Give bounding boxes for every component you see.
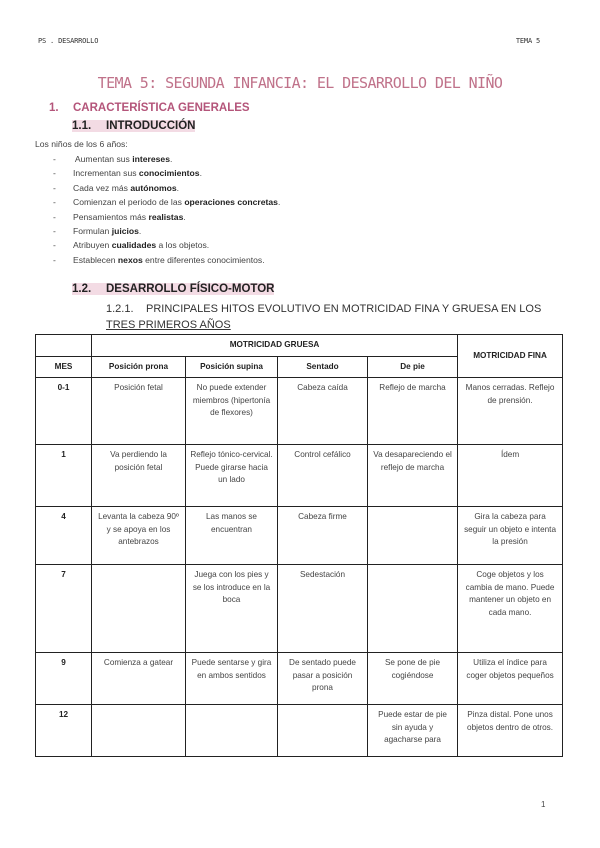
motor-milestones-table	[35, 334, 563, 757]
list-item: - Establecen nexos entre diferentes conocimientos.	[53, 254, 265, 265]
table-cell: Cabeza firme	[278, 507, 368, 565]
list-item: - Incrementan sus conocimientos.	[53, 168, 202, 179]
table-row	[36, 705, 563, 757]
table-cell: Cabeza caída	[278, 378, 368, 445]
table-cell	[278, 705, 368, 757]
table-row	[36, 653, 563, 705]
table-cell: Manos cerradas. Reflejo de prensión.	[458, 378, 563, 445]
table-cell: Va desapareciendo el reflejo de marcha	[368, 445, 458, 507]
table-cell: 7	[36, 565, 92, 653]
subsection-number: 1.2.	[72, 283, 92, 295]
column-header: De pie	[368, 356, 458, 378]
table-cell: Las manos se encuentran	[186, 507, 278, 565]
page-number: 1	[541, 800, 546, 809]
subsection-number: 1.1.	[72, 120, 92, 132]
table-cell: Comienza a gatear	[92, 653, 186, 705]
subsubsection-heading-1-2-1	[106, 301, 566, 333]
table-cell: Juega con los pies y se los introduce en la boca	[186, 565, 278, 653]
column-header: Posición supina	[186, 356, 278, 378]
table-cell: Se pone de pie cogiéndose	[368, 653, 458, 705]
section-label: CARACTERÍSTICA GENERALES	[73, 102, 250, 114]
subsection-label: DESARROLLO FÍSICO-MOTOR	[106, 283, 275, 295]
section-number: 1.	[49, 102, 59, 114]
table-cell: Control cefálico	[278, 445, 368, 507]
table-cell: Pinza distal. Pone unos objetos dentro de otros.	[458, 705, 563, 757]
table-cell: No puede extender miembros (hipertonía de flexores)	[186, 378, 278, 445]
column-header: Posición prona	[92, 356, 186, 378]
subsection-heading-1-1	[72, 120, 195, 132]
header-left: PS . DESARROLLO	[38, 37, 99, 45]
table-row	[36, 565, 563, 653]
table-row	[36, 378, 563, 445]
table-cell: Reflejo de marcha	[368, 378, 458, 445]
page-title: TEMA 5: SEGUNDA INFANCIA: EL DESARROLLO DEL NIÑO	[97, 74, 503, 92]
table-row	[36, 507, 563, 565]
subsubsection-number: 1.2.1.	[106, 303, 134, 315]
characteristics-list	[53, 152, 280, 267]
table-cell: Coge objetos y los cambia de mano. Puede mantener un objeto en cada mano.	[458, 565, 563, 653]
table-row	[36, 445, 563, 507]
table-cell: 0-1	[36, 378, 92, 445]
column-header: Sentado	[278, 356, 368, 378]
table-corner-cell	[36, 335, 92, 357]
table-cell: De sentado puede pasar a posición prona	[278, 653, 368, 705]
table-cell: Va perdiendo la posición fetal	[92, 445, 186, 507]
subsection-label: INTRODUCCIÓN	[106, 120, 196, 132]
table-cell: 9	[36, 653, 92, 705]
table-cell	[368, 507, 458, 565]
table-cell: Gira la cabeza para seguir un objeto e intenta la presión	[458, 507, 563, 565]
section-heading-1	[49, 102, 250, 114]
table-cell: 4	[36, 507, 92, 565]
table-cell: Puede sentarse y gira en ambos sentidos	[186, 653, 278, 705]
list-item: - Formulan juicios.	[53, 225, 142, 236]
group-header-gruesa: MOTRICIDAD GRUESA	[92, 335, 458, 357]
table-cell: 1	[36, 445, 92, 507]
table-group-header-row	[36, 335, 563, 357]
table-cell: Ídem	[458, 445, 563, 507]
table-cell: Reflejo tónico-cervical. Puede girarse hacia un lado	[186, 445, 278, 507]
group-header-fina: MOTRICIDAD FINA	[458, 335, 563, 378]
table-cell	[186, 705, 278, 757]
table-cell	[92, 705, 186, 757]
subsubsection-line1: PRINCIPALES HITOS EVOLUTIVO EN MOTRICIDAD FINA Y GRUESA EN LOS	[146, 303, 542, 315]
table-cell	[92, 565, 186, 653]
table-cell: Sedestación	[278, 565, 368, 653]
subsection-heading-1-2	[72, 283, 274, 295]
intro-text: Los niños de los 6 años:	[35, 139, 128, 149]
list-item: - Pensamientos más realistas.	[53, 211, 186, 222]
list-item: - Cada vez más autónomos.	[53, 182, 180, 193]
column-header: MES	[36, 356, 92, 378]
table-cell: Utiliza el índice para coger objetos pequeños	[458, 653, 563, 705]
table-cell: Puede estar de pie sin ayuda y agacharse para	[368, 705, 458, 757]
table-cell: 12	[36, 705, 92, 757]
subsubsection-line2: TRES PRIMEROS AÑOS	[106, 319, 231, 331]
table-cell	[368, 565, 458, 653]
list-item: - Comienzan el periodo de las operaciones concretas.	[53, 197, 281, 208]
list-item: - Aumentan sus intereses.	[53, 154, 173, 164]
table-cell: Posición fetal	[92, 378, 186, 445]
list-item: - Atribuyen cualidades a los objetos.	[53, 240, 210, 251]
header-right: TEMA 5	[515, 37, 540, 45]
table-cell: Levanta la cabeza 90º y se apoya en los antebrazos	[92, 507, 186, 565]
